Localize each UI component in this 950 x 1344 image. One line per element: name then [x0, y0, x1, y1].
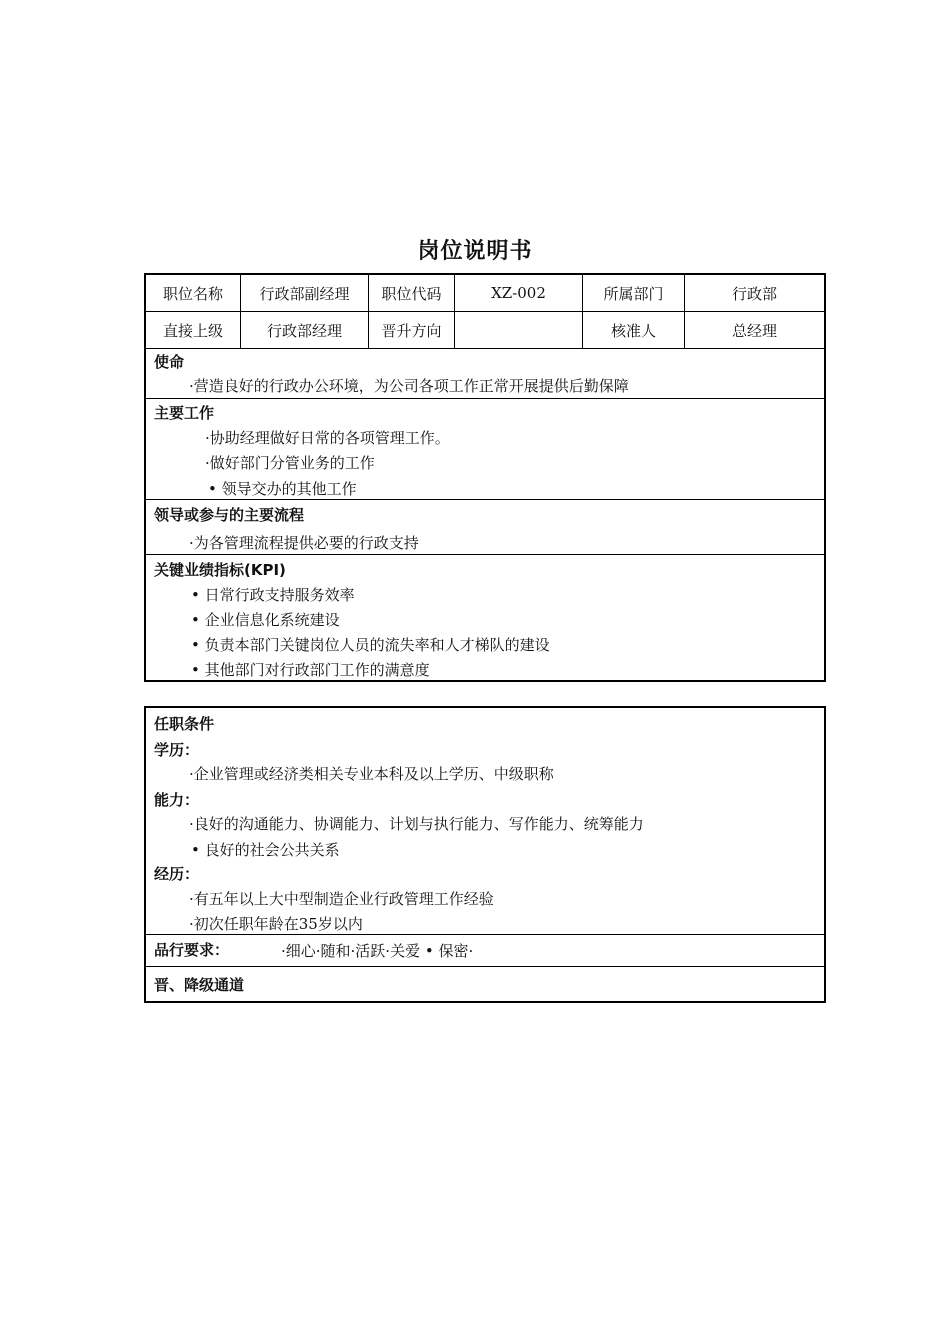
header-row-2 — [146, 312, 824, 349]
main-work-section — [146, 398, 824, 499]
conduct-value: ·细心·随和·活跃·关爱 • 保密· — [281, 942, 474, 960]
promotion-channel-section — [146, 966, 824, 1001]
mission-label: 使命 — [154, 353, 185, 371]
position-code-label: 职位代码 — [369, 275, 455, 311]
experience-item: ·有五年以上大中型制造企业行政管理工作经验 — [189, 890, 494, 908]
promotion-direction-label: 晋升方向 — [369, 312, 455, 348]
divider — [146, 934, 824, 935]
main-work-item: ·做好部门分管业务的工作 — [205, 454, 375, 472]
kpi-item: • 日常行政支持服务效率 — [191, 586, 355, 604]
kpi-item: • 负责本部门关键岗位人员的流失率和人才梯队的建设 — [191, 636, 550, 654]
supervisor-value: 行政部经理 — [241, 312, 369, 348]
education-item: ·企业管理或经济类相关专业本科及以上学历、中级职称 — [189, 765, 554, 783]
approver-value: 总经理 — [731, 321, 777, 340]
mission-item: ·营造良好的行政办公环境，为公司各项工作正常开展提供后勤保障 — [189, 377, 629, 395]
process-item: ·为各管理流程提供必要的行政支持 — [189, 534, 419, 552]
qualifications-section — [146, 708, 824, 934]
position-name-value: 行政部副经理 — [241, 275, 369, 311]
promotion-direction-value — [455, 312, 583, 348]
mission-section — [146, 349, 824, 399]
main-work-item: • 领导交办的其他工作 — [208, 480, 357, 498]
process-label: 领导或参与的主要流程 — [154, 506, 305, 524]
department-label: 所属部门 — [583, 275, 685, 311]
approver-label: 核准人 — [583, 312, 685, 348]
requirements-table — [144, 706, 826, 1003]
experience-item: ·初次任职年龄在35岁以内 — [189, 915, 363, 933]
promotion-channel-label: 晋、降级通道 — [154, 976, 245, 994]
education-label: 学历： — [154, 741, 200, 759]
page-title: 岗位说明书 — [417, 239, 533, 264]
main-work-label: 主要工作 — [154, 404, 215, 422]
experience-label: 经历： — [154, 865, 200, 883]
conduct-label: 品行要求： — [154, 941, 230, 959]
process-section — [146, 499, 824, 554]
header-row-1 — [146, 275, 824, 312]
ability-label: 能力： — [154, 791, 200, 809]
kpi-section — [146, 554, 824, 682]
kpi-label: 关键业绩指标(KPI) — [154, 561, 286, 579]
job-info-table — [144, 273, 826, 682]
position-code-value: XZ-002 — [455, 275, 583, 311]
main-work-item: ·协助经理做好日常的各项管理工作。 — [205, 429, 450, 447]
conduct-section — [146, 936, 824, 966]
ability-item: • 良好的社会公共关系 — [191, 841, 340, 859]
qualifications-label: 任职条件 — [154, 715, 215, 733]
department-value: 行政部 — [731, 284, 777, 303]
ability-item: ·良好的沟通能力、协调能力、计划与执行能力、写作能力、统筹能力 — [189, 815, 644, 833]
kpi-item: • 其他部门对行政部门工作的满意度 — [191, 661, 430, 679]
kpi-item: • 企业信息化系统建设 — [191, 611, 340, 629]
supervisor-label: 直接上级 — [146, 312, 241, 348]
position-name-label: 职位名称 — [146, 275, 241, 311]
